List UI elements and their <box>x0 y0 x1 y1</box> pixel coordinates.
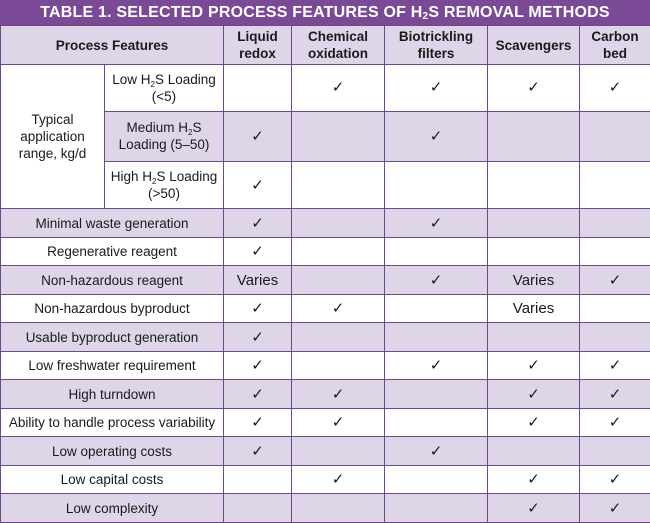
table-cell: ✓ <box>488 494 580 523</box>
row-label: High turndown <box>1 380 224 409</box>
table-cell: ✓ <box>580 351 650 380</box>
table-cell: ✓ <box>224 209 292 238</box>
group-label-typical-application-range: Typical application range, kg/d <box>1 65 105 209</box>
row-label: Ability to handle process variability <box>1 408 224 437</box>
table-cell: ✓ <box>292 380 385 409</box>
table-cell <box>580 294 650 323</box>
table-cell: ✓ <box>385 437 488 466</box>
table-cell <box>224 494 292 523</box>
table-cell <box>385 237 488 266</box>
table-cell <box>580 111 650 161</box>
table-cell <box>292 494 385 523</box>
table-row <box>1 65 650 111</box>
row-label: Low operating costs <box>1 437 224 466</box>
table-cell: ✓ <box>292 465 385 494</box>
table-cell: ✓ <box>224 294 292 323</box>
row-label: Low capital costs <box>1 465 224 494</box>
header-process-features: Process Features <box>1 26 224 65</box>
table-cell <box>292 162 385 209</box>
table-row <box>1 437 650 466</box>
table-cell: ✓ <box>488 408 580 437</box>
table-cell: ✓ <box>224 323 292 352</box>
row-label: Minimal waste generation <box>1 209 224 238</box>
table-cell: ✓ <box>488 380 580 409</box>
table-cell: ✓ <box>580 65 650 111</box>
table-cell <box>292 266 385 295</box>
table-cell <box>580 323 650 352</box>
table-cell: ✓ <box>292 65 385 111</box>
table-row <box>1 465 650 494</box>
header-scavengers: Scavengers <box>488 26 580 65</box>
table-cell: ✓ <box>292 294 385 323</box>
table-cell: ✓ <box>580 380 650 409</box>
table-cell <box>292 209 385 238</box>
table-cell <box>385 294 488 323</box>
header-chemical-oxidation: Chemical oxidation <box>292 26 385 65</box>
table-cell <box>385 408 488 437</box>
table-cell <box>224 65 292 111</box>
table-title <box>0 0 650 25</box>
table-cell <box>580 237 650 266</box>
table-row <box>1 237 650 266</box>
table-row <box>1 323 650 352</box>
table-row <box>1 380 650 409</box>
table-cell <box>385 162 488 209</box>
table-cell: ✓ <box>385 209 488 238</box>
table-row <box>1 209 650 238</box>
table-cell <box>488 111 580 161</box>
table-row <box>1 266 650 295</box>
table-cell: Varies <box>224 266 292 295</box>
table-cell: ✓ <box>488 465 580 494</box>
header-carbon-bed: Carbon bed <box>580 26 650 65</box>
table-cell <box>385 494 488 523</box>
table-cell <box>488 323 580 352</box>
row-label: Non-hazardous byproduct <box>1 294 224 323</box>
header-row <box>1 26 650 65</box>
table-cell <box>488 237 580 266</box>
process-features-table <box>0 25 650 523</box>
table-cell: ✓ <box>224 380 292 409</box>
table-cell: ✓ <box>224 408 292 437</box>
sub-row-label: Low $H_2S$ Loading (<5) <box>105 65 224 111</box>
row-label: Low complexity <box>1 494 224 523</box>
table-cell: ✓ <box>488 351 580 380</box>
table-cell: ✓ <box>580 494 650 523</box>
table-cell: ✓ <box>224 351 292 380</box>
sub-row-label: High $H_2S$ Loading (>50) <box>105 162 224 209</box>
table-row <box>1 408 650 437</box>
table-cell <box>292 111 385 161</box>
table-cell <box>580 437 650 466</box>
header-biotrickling-filters: Biotrickling filters <box>385 26 488 65</box>
table-cell: ✓ <box>385 111 488 161</box>
table-cell <box>224 465 292 494</box>
table-cell: ✓ <box>224 437 292 466</box>
table-cell <box>488 437 580 466</box>
table-row <box>1 494 650 523</box>
sub-row-label: Medium $H_2S$ Loading (5–50) <box>105 111 224 161</box>
table-cell <box>292 437 385 466</box>
table-cell: ✓ <box>385 351 488 380</box>
table-cell <box>292 351 385 380</box>
table-cell <box>385 380 488 409</box>
table-title-suffix: S REMOVAL METHODS <box>428 4 610 21</box>
table-title-prefix: TABLE 1. SELECTED PROCESS FEATURES OF H <box>40 4 423 21</box>
table-cell: ✓ <box>488 65 580 111</box>
table-cell: Varies <box>488 294 580 323</box>
table-cell: ✓ <box>385 266 488 295</box>
table-cell: ✓ <box>580 465 650 494</box>
table-cell: ✓ <box>580 408 650 437</box>
row-label: Regenerative reagent <box>1 237 224 266</box>
row-label: Low freshwater requirement <box>1 351 224 380</box>
header-liquid-redox: Liquid redox <box>224 26 292 65</box>
table-row <box>1 351 650 380</box>
table-cell <box>385 465 488 494</box>
table-cell: ✓ <box>385 65 488 111</box>
table-cell <box>292 323 385 352</box>
table-cell <box>488 162 580 209</box>
table-cell: ✓ <box>224 162 292 209</box>
table-cell: Varies <box>488 266 580 295</box>
table-cell: ✓ <box>224 237 292 266</box>
table-cell: ✓ <box>224 111 292 161</box>
table-cell <box>580 209 650 238</box>
table-cell <box>292 237 385 266</box>
table-cell <box>580 162 650 209</box>
table-title-subscript: 2 <box>422 11 429 22</box>
table-cell: ✓ <box>292 408 385 437</box>
row-label: Usable byproduct generation <box>1 323 224 352</box>
table-cell <box>385 323 488 352</box>
table-cell: ✓ <box>580 266 650 295</box>
table-cell <box>488 209 580 238</box>
row-label: Non-hazardous reagent <box>1 266 224 295</box>
table-row <box>1 294 650 323</box>
